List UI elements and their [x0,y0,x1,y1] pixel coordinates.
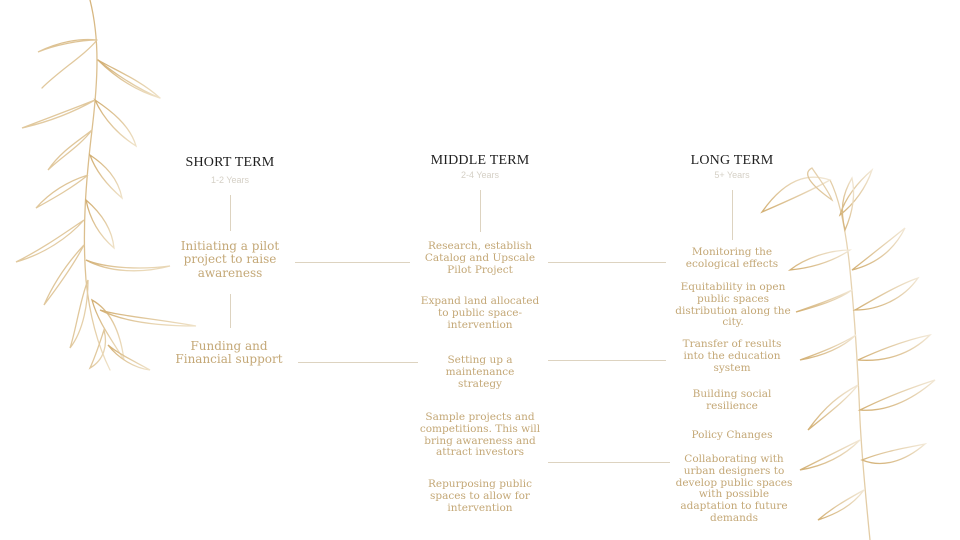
long-term-item: Collaborating with urban designers to develop public spaces with possible adaptation to future demands [675,453,793,524]
short-term-subtitle: 1-2 Years [210,175,250,185]
middle-term-title: MIDDLE TERM [430,153,530,168]
long-term-connector-top [732,190,733,240]
long-term-item: Monitoring the ecological effects [685,246,779,270]
middle-term-item: Sample projects and competitions. This will bring awareness and attract investors [419,411,541,459]
connector-funding-to-maintenance [298,362,418,363]
connector-maintenance-to-transfer [548,360,666,361]
short-term-item: Funding and Financial support [175,339,283,367]
short-term-title: SHORT TERM [185,155,275,170]
middle-term-item: Setting up a maintenance strategy [445,354,515,390]
middle-term-item: Research, establish Catalog and Upscale Pilot Project [424,240,536,276]
connector-pilot-to-research [295,262,410,263]
long-term-title: LONG TERM [690,153,774,168]
short-term-item: Initiating a pilot project to raise awareness [180,239,280,280]
long-term-item: Policy Changes [691,429,773,441]
long-term-subtitle: 5+ Years [714,170,750,180]
long-term-item: Transfer of results into the education system [682,338,782,374]
long-term-item: Equitability in open public spaces distribution along the city. [675,281,791,329]
short-term-connector-mid [230,294,231,328]
connector-sample-to-collaborating [548,462,670,463]
middle-term-item: Expand land allocated to public space-intervention [420,295,540,331]
short-term-connector-top [230,195,231,231]
long-term-item: Building social resilience [692,388,772,412]
middle-term-connector-top [480,190,481,232]
middle-term-item: Repurposing public spaces to allow for intervention [427,478,533,514]
connector-research-to-monitoring [548,262,666,263]
middle-term-subtitle: 2-4 Years [460,170,500,180]
left-leaf-branch [16,0,196,370]
